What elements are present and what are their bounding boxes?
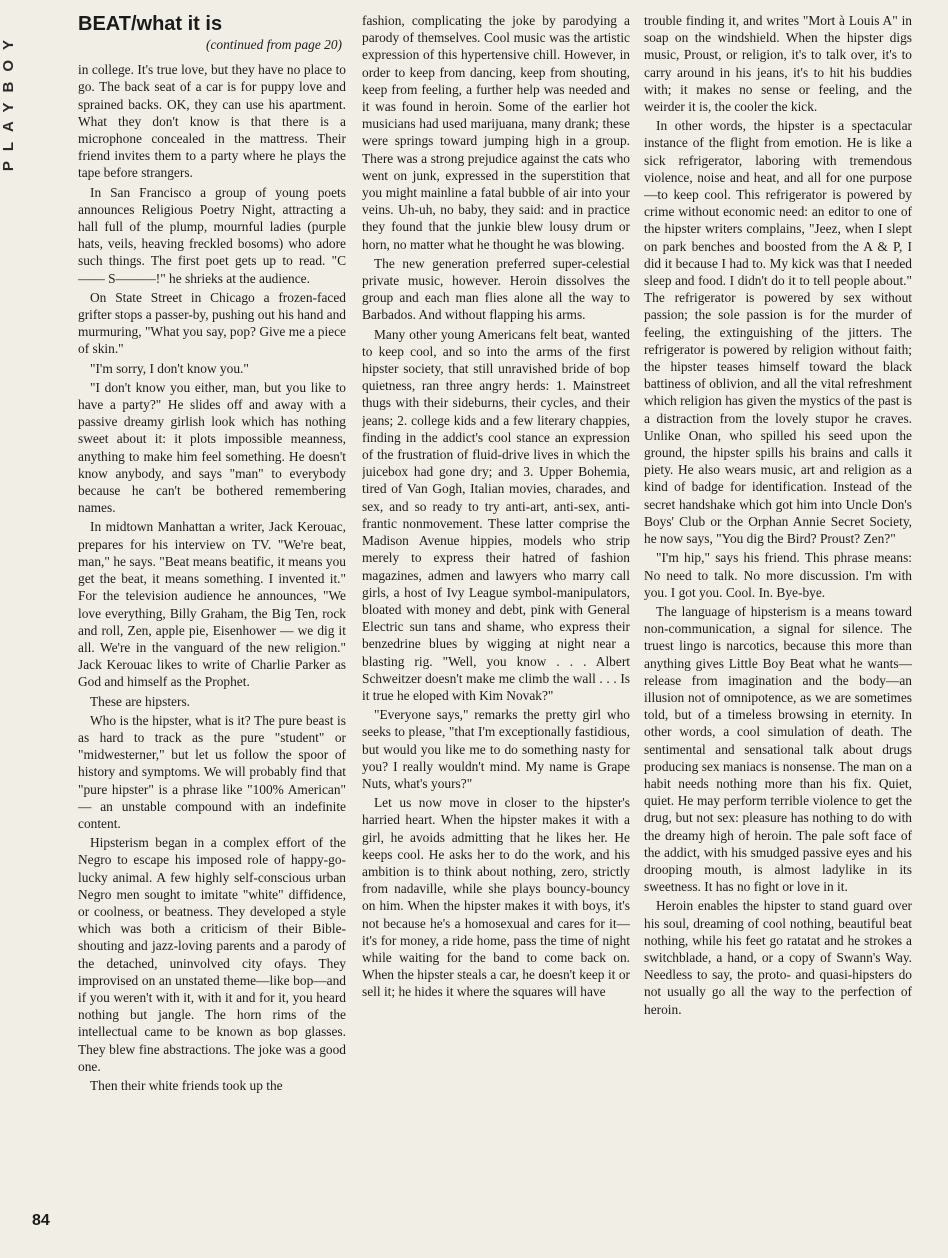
paragraph: Heroin enables the hipster to stand guard over his soul, dreaming of cool nothing, beautiful beat nothing, while his feet go ratatat and he strokes a switchblade, a hand, or a copy of Swann's Way. Needless to say, the proto- and quasi-hipsters do not usually go all the way to the perfection of heroin. (644, 898, 912, 1017)
paragraph: Hipsterism began in a complex effort of the Negro to escape his imposed role of happy-go-lucky animal. A few highly self-conscious urban Negro men sought to imitate "white" diffidence, or coolness, or beatness. They developed a style which was both a criticism of their Bible-shouting and jazz-loving parents and a parody of the detached, uninvolved city ofays. They improvised on an unstated theme—like bop—and if you weren't with it, with it and for it, you heard nothing but jangle. The horn rims of the intellectual came to be known as bop glasses. They blew fine abstractions. The joke was a good one. (78, 835, 346, 1074)
column-3 (644, 12, 912, 1247)
paragraph: In San Francisco a group of young poets announces Religious Poetry Night, attracting a hall full of the plump, mournful ladies (purple hats, veils, heaving freckled bosoms) who adore such things. The first poet gets up to read. "C—— S———!" he shrieks at the audience. (78, 184, 346, 286)
magazine-logo: PLAYBOY (0, 30, 17, 172)
paragraph: trouble finding it, and writes "Mort à Louis A" in soap on the windshield. When the hipster digs music, Proust, or religion, it's to talk over, it's to carry around in his jeans, it's to hit his buddies with; it makes no sense or feeling, and the weirder it is, the cooler the kick. (644, 13, 912, 115)
paragraph: The new generation preferred super-celestial private music, however. Heroin dissolves the group and each man flies alone all the way to Barbados. And without flapping his arms. (362, 255, 630, 323)
column-1 (78, 12, 346, 1247)
paragraph: "I'm sorry, I don't know you." (90, 360, 249, 376)
continued-note: (continued from page 20) (206, 37, 342, 52)
column-2 (362, 12, 630, 1247)
paragraph: These are hipsters. (90, 693, 191, 709)
page-number: 84 (32, 1212, 50, 1229)
paragraph: in college. It's true love, but they have no place to go. The back seat of a car is for puppy love and sprained backs. OK, they can use his apartment. What they don't know is that there is a microphone concealed in the mattress. Their friend invites them to a party where he plays the tape before strangers. (78, 62, 346, 181)
paragraph: fashion, complicating the joke by parodying a parody of themselves. Cool music was the artistic expression of this hypertensive chill. However, in order to keep from dancing, keep from shouting, keep from feeling, a further help was needed and it was found in heroin. Some of the earlier hot musicians had used marijuana, many drank; these were springs toward jumping high in a group. There was a strong prejudice against the cats who went on junk, expressed in the superstition that you might mainline a fatal bubble of air into your veins. Uh-uh, no baby, they said: and in practice they found that the junkie blew lousy drum or horn, no matter what he thought he was blowing. (362, 13, 630, 252)
paragraph: "I don't know you either, man, but you like to have a party?" He slides off and away with a passive dreamy girlish look which has nothing sweet about it: it plots impossible meanness, anything to make him feel something. He doesn't know anybody, and says "man" to everybody because he can't be bothered remembering names. (78, 379, 346, 516)
paragraph: The language of hipsterism is a means toward non-communication, a signal for silence. The truest lingo is narcotics, because this more than anything gives Little Boy Beat what he wants—release from imagination and the body—an illusion not of omnipotence, as we are sometimes told, but of a timeless browsing in eternity. In other words, a cool simulation of death. The sentimental and sensational talk about drugs producing sex maniacs is nonsense. The man on a habit needs nothing more than his fix. Quiet, quiet. He may perform terrible violence to get the drug, but not sex: pleasure has nothing to do with the dreamy high of heroin. The pale soft face of the addict, with his smudged passive eyes and his drooping mouth, is almost ladylike in its sweetness. It has no fight or love in it. (644, 603, 912, 895)
paragraph: Many other young Americans felt beat, wanted to keep cool, and so into the arms of the first hipster society, that still unravished bride of bop quietness, ran three angry herds: 1. Mainstreet thugs with their sideburns, their cycles, and their jeans; 2. college kids and a few literary chappies, finding in the addict's cool stance an expression of the frustration of fluid-drive lives in which the juicebox had gone dry; and 3. Upper Bohemia, tired of Van Gogh, Italian movies, charades, and sex, and so ready to try anti-art, anti-sex, anti-frantic nonmovement. These latter comprise the Madison Avenue hippies, models who strip merely to express their hatred of fashion magazines, admen and lawyers who marry call girls, a host of Ivy League symbol-manipulators, bloated with money and debt, pink with General Electric sun tans and shame, who express their benzedrine blues by wigging at night near a blasting rig. "Well, you know . . . Albert Schweitzer doesn't make me climb the wall . . . Is it true he eloped with Kim Novak?" (362, 326, 630, 703)
paragraph: In midtown Manhattan a writer, Jack Kerouac, prepares for his interview on TV. "We're beat, man," he says. "Beat means beatific, it means you get the beat, it means something. I invented it." For the television audience he announces, "We love everything, Billy Graham, the Big Ten, rock and roll, Zen, apple pie, Eisenhower — we dig it all. We're in the vanguard of the new religion." Jack Kerouac likes to write of Charlie Parker as God and himself as the Prophet. (78, 519, 346, 690)
paragraph: On State Street in Chicago a frozen-faced grifter stops a passer-by, pushing out his hand and murmuring, "What you say, pop? Give me a piece of skin." (78, 289, 346, 357)
paragraph: "I'm hip," says his friend. This phrase means: No need to talk. No more discussion. I'm with you. I got you. Cool. In. Bye-bye. (644, 550, 912, 600)
paragraph: In other words, the hipster is a spectacular instance of the flight from emotion. He is like a sick refrigerator, laboring with tremendous violence, noise and heat, and all for one purpose—to keep cool. This refrigerator is powered by crime without economic need: an editor to one of the hipster writers complains, "Jeez, when I slept on park benches and boosted from the A & P, I did it because I had to. My kick was that I needed sleep and food. I didn't do it to tell people about." The refrigerator is powered by sex without passion; the sole passion is for the murder of feeling, the extinguishing of the jitters. The refrigerator is powered by religion without faith; the hipster teases himself toward the black battiness of oblivion, and all the vital refreshment which religion has given the mystics of the past is a distraction from the lovely stupor he craves. Unlike Onan, who spilled his seed upon the ground, the hipster spills his brains and calls it piety. He also wears music, art and religion as a kind of badge for identification. Instead of the secret handshake which got him into Uncle Don's Boys' Club or the Orphan Annie Secret Society, he now says, "You dig the Bird? Proust? Zen?" (644, 118, 912, 547)
article-heading: BEAT/what it is (78, 13, 223, 35)
paragraph: Then their white friends took up the (90, 1077, 283, 1093)
paragraph: "Everyone says," remarks the pretty girl who seeks to please, "that I'm exceptionally fastidious, but would you like me to do something nasty for you? I really wouldn't mind. My name is Grape Nuts, what's yours?" (362, 707, 630, 791)
paragraph: Let us now move in closer to the hipster's harried heart. When the hipster makes it with a girl, he avoids admitting that he likes her. He keeps cool. He asks her to do the work, and his ambition is to think about nothing, zero, strictly from nadaville, while she plays bouncy-bouncy on him. When the hipster makes it with boys, it's not because he's a homosexual and cares for it—it's for money, a ride home, pass the time of night while waiting for the band to come back on. When the hipster steals a car, he doesn't keep it or sell it; he hides it where the squares will have (362, 795, 630, 1000)
paragraph: Who is the hipster, what is it? The pure beast is as hard to track as the pure "student" or "midwesterner," but let us follow the spoor of history and symptoms. We will probably find that "pure hipster" is a phrase like "100% American" — an unstable compound with an indefinite content. (78, 712, 346, 831)
